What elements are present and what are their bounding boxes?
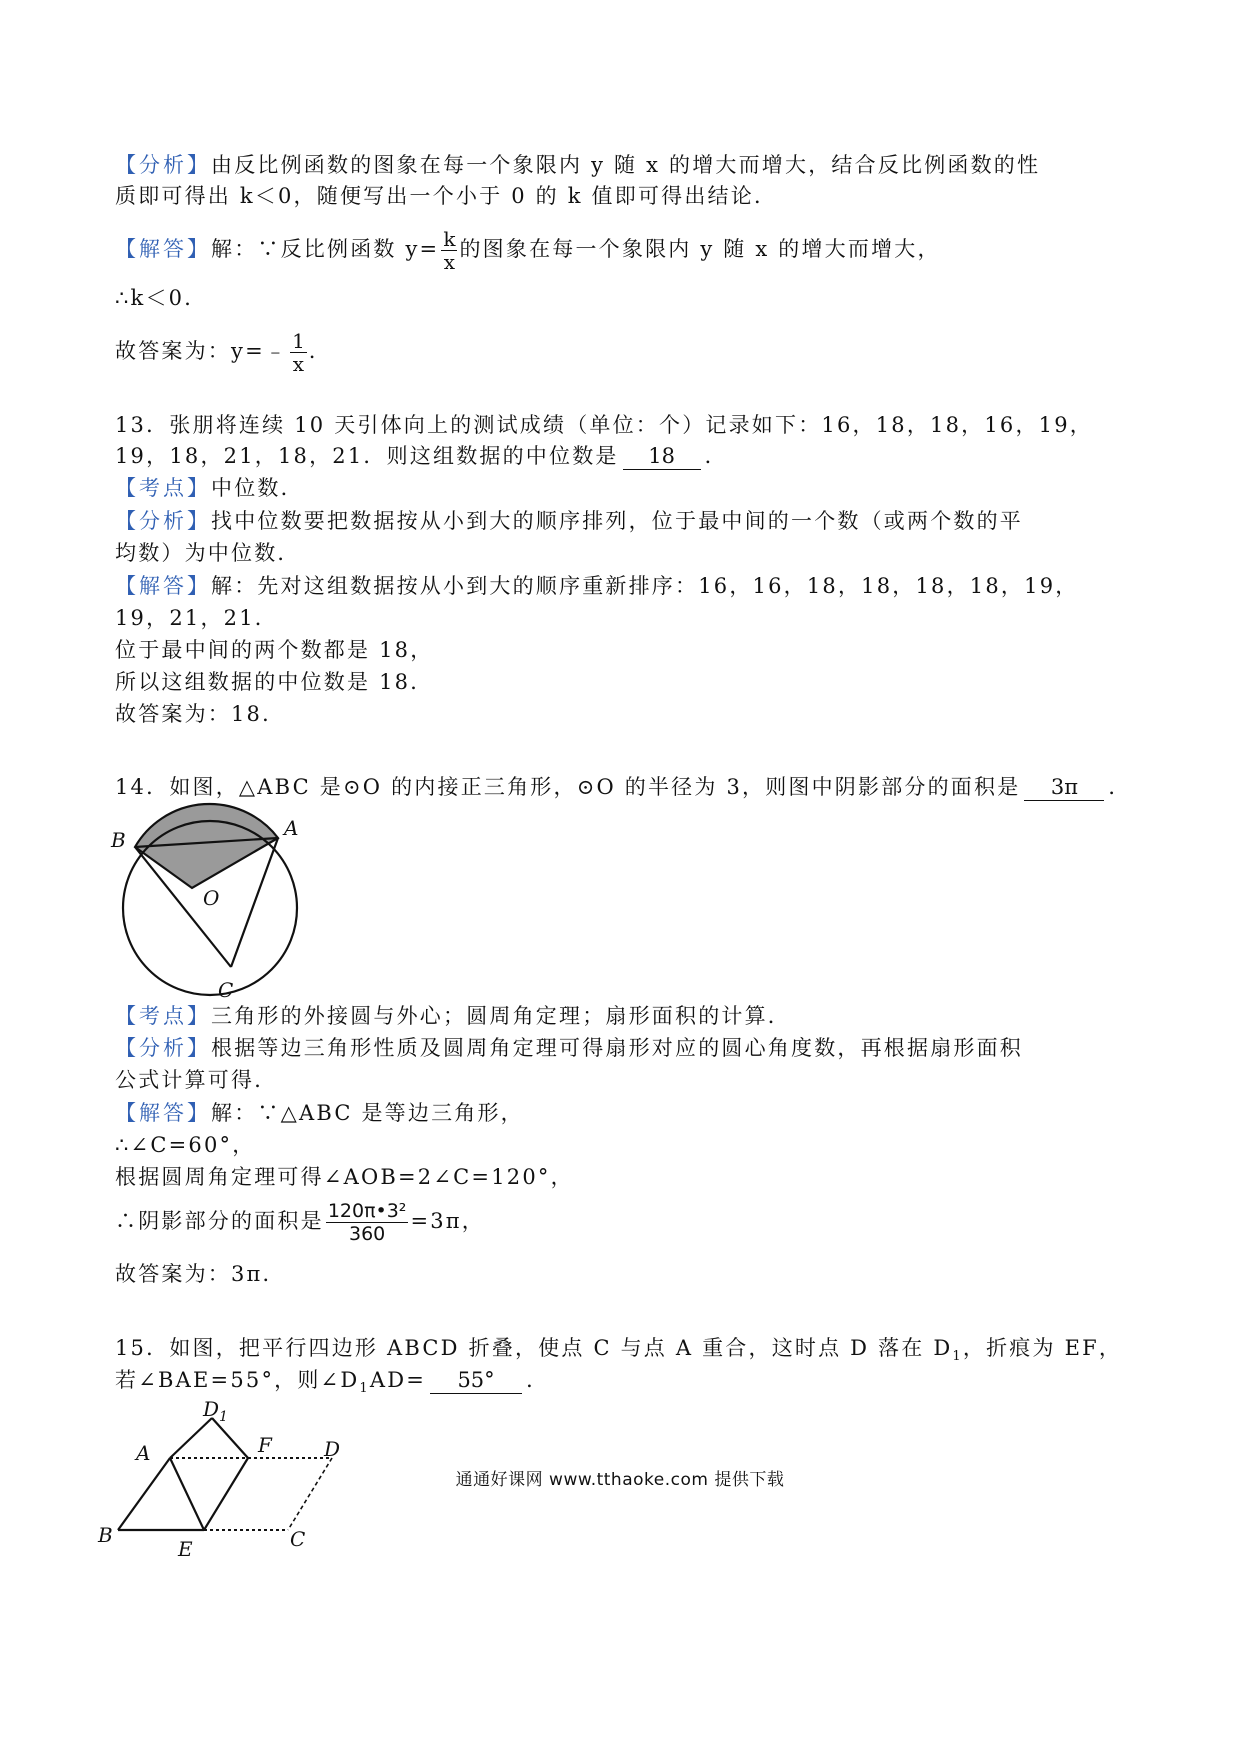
- q13-answer-text-1: 解：先对这组数据按从小到大的顺序重新排序：16，16，18，18，18，18，19，: [211, 574, 1079, 598]
- q13-answer-line-2: 19，21，21．: [115, 606, 278, 630]
- q13-final-answer: 故答案为：18．: [115, 702, 286, 726]
- q14-point-line: [115, 1000, 1135, 1032]
- q12-answer-pre: 解：∵反比例函数 y=: [211, 237, 440, 261]
- q14-final-answer: 故答案为：3π．: [115, 1262, 286, 1286]
- answer-tag: 【解答】: [115, 237, 211, 261]
- q13-analysis-line-2: 均数）为中位数．: [115, 541, 301, 565]
- q13-point-line: [115, 472, 1135, 504]
- q14-answer-post: =3π，: [410, 1209, 485, 1233]
- q14-point-text: 三角形的外接圆与外心；圆周角定理；扇形面积的计算．: [211, 1004, 791, 1028]
- q13-answer-blank: 18: [623, 443, 701, 470]
- fraction-numerator: k: [443, 227, 456, 251]
- q13-analysis-text-1: 找中位数要把数据按从小到大的顺序排列，位于最中间的一个数（或两个数的平: [211, 509, 1023, 533]
- answer-tag: 【解答】: [115, 1101, 211, 1125]
- q12-k-over-x-fraction: [441, 228, 457, 273]
- q14-analysis-line-1: [115, 1032, 1135, 1064]
- fraction-denominator: 360: [348, 1223, 386, 1245]
- q12-analysis-text-1: 由反比例函数的图象在每一个象限内 y 随 x 的增大而增大，结合反比例函数的性: [211, 153, 1041, 177]
- q14-area-fraction: [326, 1200, 409, 1245]
- q13-question-pre: 19，18，21，18，21．则这组数据的中位数是: [115, 444, 619, 468]
- label-d1-subscript: 1: [219, 1409, 228, 1425]
- q14-analysis-line-2: 公式计算可得．: [115, 1068, 278, 1092]
- q13-question-line-1: 13．张朋将连续 10 天引体向上的测试成绩（单位：个）记录如下：16，18，18，16，19，: [115, 413, 1093, 437]
- q15-question-pre: 15．如图，把平行四边形 ABCD 折叠，使点 C 与点 A 重合，这时点 D 落在 D: [115, 1336, 953, 1360]
- q14-question-post: ．: [1108, 775, 1132, 799]
- label-o: O: [203, 886, 220, 910]
- label-b: B: [111, 828, 126, 852]
- q15-question-post: ，折痕为 EF，: [962, 1336, 1123, 1360]
- point-tag: 【考点】: [115, 1004, 211, 1028]
- q13-analysis-line-1: [115, 505, 1135, 537]
- q15-subscript: 1: [952, 1349, 963, 1365]
- q12-final-answer: [115, 330, 1135, 375]
- fraction-denominator: x: [292, 352, 305, 376]
- q13-answer-line-4: 所以这组数据的中位数是 18．: [115, 670, 434, 694]
- q15-question-2-mid: AD=: [369, 1368, 427, 1392]
- q12-final-post: .: [308, 339, 318, 363]
- q12-answer-post: 的图象在每一个象限内 y 随 x 的增大而增大，: [459, 237, 941, 261]
- analysis-tag: 【分析】: [115, 509, 211, 533]
- label-f: F: [258, 1433, 272, 1457]
- fraction-denominator: x: [443, 250, 456, 274]
- q12-analysis-line-2: 质即可得出 k＜0，随便写出一个小于 0 的 k 值即可得出结论．: [115, 184, 778, 208]
- q15-question-2-post: ．: [526, 1368, 550, 1392]
- q13-answer-line-3: 位于最中间的两个数都是 18，: [115, 638, 434, 662]
- q13-question-line-2: [115, 440, 1135, 472]
- q14-question-line: [115, 771, 1135, 803]
- page-footer: 通通好课网 www.tthaoke.com 提供下载: [455, 1470, 785, 1490]
- segment-d1f: [212, 1418, 248, 1458]
- q14-answer-line-1: [115, 1097, 1135, 1129]
- q12-step-1: ∴k＜0．: [115, 286, 208, 310]
- label-c: C: [290, 1527, 306, 1551]
- label-a: A: [136, 1441, 151, 1465]
- segment-ad1: [170, 1418, 212, 1458]
- q14-answer-blank: 3π: [1024, 774, 1104, 801]
- q15-answer-blank: 55°: [430, 1367, 522, 1394]
- q14-answer-line-3: 根据圆周角定理可得∠AOB=2∠C=120°，: [115, 1165, 574, 1189]
- fraction-numerator: 120π•3²: [327, 1200, 407, 1222]
- q14-answer-pre: ∴阴影部分的面积是: [115, 1209, 324, 1233]
- q14-answer-line-2: ∴∠C=60°，: [115, 1133, 256, 1157]
- q15-subscript-2: 1: [359, 1381, 370, 1397]
- label-d1-main: D: [203, 1397, 220, 1421]
- q13-question-post: ．: [704, 444, 728, 468]
- analysis-tag: 【分析】: [115, 1036, 211, 1060]
- q15-question-line-1: [115, 1332, 1135, 1364]
- q15-question-2-pre: 若∠BAE=55°，则∠D: [115, 1368, 360, 1392]
- label-d: D: [324, 1437, 341, 1461]
- q12-answer-line: [115, 228, 1135, 273]
- q12-analysis-line-1: [115, 149, 1135, 181]
- q14-analysis-text-1: 根据等边三角形性质及圆周角定理可得扇形对应的圆心角度数，再根据扇形面积: [211, 1036, 1023, 1060]
- q14-answer-text-1: 解：∵△ABC 是等边三角形，: [211, 1101, 524, 1125]
- label-b: B: [98, 1523, 113, 1547]
- q13-point-text: 中位数．: [211, 476, 304, 500]
- q14-answer-line-4: [115, 1200, 1135, 1245]
- q12-one-over-x-fraction: [290, 330, 307, 375]
- q15-question-line-2: [115, 1364, 1135, 1396]
- q13-answer-line-1: [115, 570, 1135, 602]
- q14-question-pre: 14．如图，△ABC 是⊙O 的内接正三角形，⊙O 的半径为 3，则图中阴影部分的面积是: [115, 775, 1021, 799]
- fraction-numerator: 1: [292, 329, 305, 353]
- label-e: E: [178, 1537, 193, 1561]
- answer-tag: 【解答】: [115, 574, 211, 598]
- point-tag: 【考点】: [115, 476, 211, 500]
- label-a: A: [284, 816, 299, 840]
- q14-circle-figure: [105, 805, 325, 1010]
- analysis-tag: 【分析】: [115, 153, 211, 177]
- q12-final-pre: 故答案为：y=﹣: [115, 339, 289, 363]
- label-c: C: [218, 978, 234, 1002]
- label-d1: [202, 1397, 228, 1425]
